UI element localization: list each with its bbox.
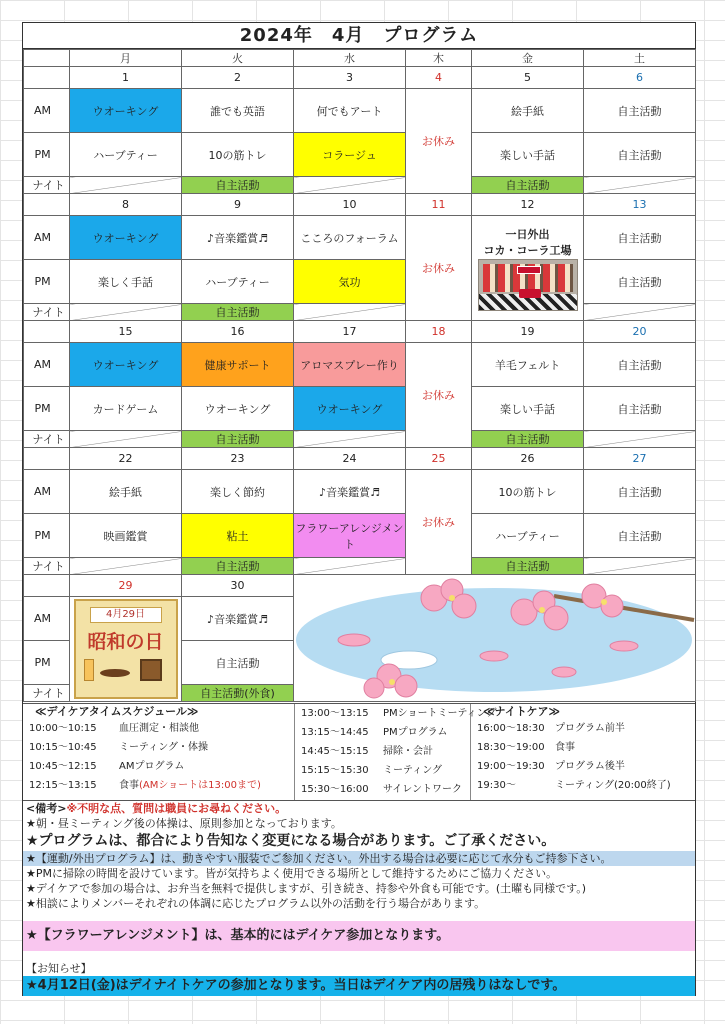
program-cell: 楽しい手話 (472, 133, 584, 177)
date-cell: 24 (294, 448, 406, 470)
schedule-row: 13:15～14:45 PMプログラム (301, 727, 448, 738)
empty-slash-cell (584, 558, 696, 575)
program-cell: 自主活動 (584, 387, 696, 431)
night-cell: 自主活動(外食) (182, 685, 294, 702)
daycare-schedule-pm (295, 704, 497, 801)
pm-label: PM (24, 387, 70, 431)
night-row (24, 304, 696, 321)
date-cell-holiday: 25 (406, 448, 472, 470)
pm-label: PM (24, 260, 70, 304)
program-cell: コラージュ (294, 133, 406, 177)
empty-slash-cell (584, 431, 696, 448)
program-cell: 楽しく手話 (70, 260, 182, 304)
info-heading: 【お知らせ】 (26, 962, 92, 975)
holiday-cell: お休み (406, 216, 472, 321)
date-row (24, 194, 696, 216)
date-cell-saturday: 13 (584, 194, 696, 216)
program-cell: 気功 (294, 260, 406, 304)
date-row (24, 321, 696, 343)
date-cell: 1 (70, 67, 182, 89)
program-cell: 楽しい手話 (472, 387, 584, 431)
weekday-tue: 火 (182, 50, 294, 67)
night-row (24, 558, 696, 575)
schedule-row: 10:45～12:15 AMプログラム (29, 761, 185, 772)
date-cell: 30 (182, 575, 294, 597)
date-cell-saturday: 20 (584, 321, 696, 343)
pm-row (24, 514, 696, 558)
pm-row (24, 133, 696, 177)
program-cell: 自主活動 (584, 343, 696, 387)
date-cell-saturday: 6 (584, 67, 696, 89)
night-row (24, 177, 696, 194)
program-sheet (22, 22, 696, 996)
program-cell: ウオーキング (70, 216, 182, 260)
night-care-schedule (471, 704, 695, 801)
daycare-schedule (23, 704, 295, 801)
pm-label: PM (24, 514, 70, 558)
date-cell: 26 (472, 448, 584, 470)
schedule-row: 10:15～10:45 ミーティング・体操 (29, 742, 208, 753)
empty-slash-cell (294, 431, 406, 448)
program-cell: 絵手紙 (70, 470, 182, 514)
program-cell: アロマスプレー作り (294, 343, 406, 387)
outing-cell (472, 216, 584, 321)
time-schedule (23, 703, 695, 800)
date-cell: 22 (70, 448, 182, 470)
night-label: ナイト (24, 558, 70, 575)
note-line-emphasis: ★プログラムは、都合により告知なく変更になる場合があります。ご了承ください。 (26, 833, 556, 849)
program-cell: 絵手紙 (472, 89, 584, 133)
schedule-row: 16:00～18:30 プログラム前半 (477, 723, 625, 734)
remarks-line: <備考>※不明な点、質問は職員にお尋ねください。 (26, 802, 287, 815)
holiday-cell: お休み (406, 89, 472, 194)
daycare-schedule-title: ≪デイケアタイムスケジュール≫ (35, 705, 199, 718)
night-cell: 自主活動 (182, 558, 294, 575)
date-cell: 16 (182, 321, 294, 343)
schedule-row: 10:00～10:15 血圧測定・相談他 (29, 723, 199, 734)
schedule-row: 19:30～ ミーティング(20:00終了) (477, 780, 671, 791)
am-label: AM (24, 343, 70, 387)
night-label: ナイト (24, 177, 70, 194)
date-cell: 10 (294, 194, 406, 216)
weekday-sat: 土 (584, 50, 696, 67)
empty-slash-cell (294, 304, 406, 321)
factory-photo (478, 259, 578, 311)
program-cell: ウオーキング (70, 343, 182, 387)
program-cell: ハーブティー (70, 133, 182, 177)
program-cell: ♪音楽鑑賞♬ (182, 597, 294, 641)
outing-place: コカ・コーラ工場 (483, 244, 572, 257)
am-short-note: (AMショートは13:00まで) (139, 780, 261, 791)
schedule-row: 12:15～13:15 食事(AMショートは13:00まで) (29, 780, 261, 791)
schedule-row: 19:00～19:30 プログラム後半 (477, 761, 625, 772)
program-cell: 健康サポート (182, 343, 294, 387)
date-cell: 15 (70, 321, 182, 343)
date-row (24, 575, 696, 597)
program-cell: ウオーキング (70, 89, 182, 133)
am-row (24, 89, 696, 133)
date-cell: 9 (182, 194, 294, 216)
date-cell: 3 (294, 67, 406, 89)
program-cell: フラワーアレンジメント (294, 514, 406, 558)
date-cell-holiday: 4 (406, 67, 472, 89)
info-line: ★4月12日(金)はデイナイトケアの参加となります。当日はデイケア内の居残りはなしです。 (23, 976, 695, 996)
program-cell: 10の筋トレ (472, 470, 584, 514)
schedule-row: 18:30～19:00 食事 (477, 742, 575, 753)
empty-slash-cell (294, 177, 406, 194)
schedule-row: 15:15～15:30 ミーティング (301, 765, 442, 776)
empty-slash-cell (70, 558, 182, 575)
cherry-blossom-image (294, 576, 696, 700)
note-line: ★朝・昼ミーティング後の体操は、原則参加となっております。 (26, 817, 342, 830)
pm-label: PM (24, 133, 70, 177)
am-label: AM (24, 89, 70, 133)
date-cell: 12 (472, 194, 584, 216)
note-line: ★デイケアで参加の場合は、お弁当を無料で提供しますが、引き続き、持参や外食も可能です。(土曜も同様です。) (26, 882, 587, 895)
night-care-title: ≪ナイトケア≫ (483, 705, 561, 718)
program-cell: 何でもアート (294, 89, 406, 133)
holiday-cell: お休み (406, 343, 472, 448)
night-cell: 自主活動 (472, 177, 584, 194)
date-row (24, 448, 696, 470)
date-row (24, 67, 696, 89)
am-label: AM (24, 470, 70, 514)
night-cell: 自主活動 (472, 431, 584, 448)
night-label: ナイト (24, 685, 70, 702)
program-cell: 羊毛フェルト (472, 343, 584, 387)
notes-section (23, 800, 695, 995)
am-row (24, 343, 696, 387)
date-cell-holiday: 11 (406, 194, 472, 216)
program-cell: ハーブティー (182, 260, 294, 304)
date-cell: 19 (472, 321, 584, 343)
holiday-cell: お休み (406, 470, 472, 575)
note-line-highlight: ★【運動/外出プログラム】は、動きやすい服装でご参加ください。外出する場合は必要に応じて水分もご持参下さい。 (23, 851, 695, 866)
empty-slash-cell (70, 304, 182, 321)
date-cell-saturday: 27 (584, 448, 696, 470)
pm-label: PM (24, 641, 70, 685)
program-cell: こころのフォーラム (294, 216, 406, 260)
schedule-row: 13:00～13:15 PMショートミーティング (301, 708, 497, 719)
night-cell: 自主活動 (182, 431, 294, 448)
schedule-row: 15:30～16:00 サイレントワーク (301, 784, 463, 795)
night-cell: 自主活動 (472, 558, 584, 575)
showa-day-cell (70, 597, 182, 702)
corner-cell (24, 50, 70, 67)
program-cell: 10の筋トレ (182, 133, 294, 177)
program-cell: 自主活動 (584, 89, 696, 133)
empty-slash-cell (70, 431, 182, 448)
program-cell: 誰でも英語 (182, 89, 294, 133)
pm-row (24, 260, 696, 304)
weekday-wed: 水 (294, 50, 406, 67)
calendar-table (23, 49, 696, 702)
date-cell: 8 (70, 194, 182, 216)
pm-row (24, 387, 696, 431)
program-cell: 自主活動 (182, 641, 294, 685)
empty-slash-cell (294, 558, 406, 575)
night-cell: 自主活動 (182, 177, 294, 194)
weekday-row (24, 50, 696, 67)
program-cell: 自主活動 (584, 216, 696, 260)
empty-slash-cell (584, 304, 696, 321)
showa-date: 4月29日 (90, 607, 162, 623)
night-row (24, 431, 696, 448)
schedule-row: 14:45～15:15 掃除・会計 (301, 746, 433, 757)
program-cell: 自主活動 (584, 260, 696, 304)
program-cell: 自主活動 (584, 514, 696, 558)
empty-slash-cell (70, 177, 182, 194)
date-cell-holiday: 18 (406, 321, 472, 343)
weekday-thu: 木 (406, 50, 472, 67)
date-cell-holiday: 29 (70, 575, 182, 597)
note-line-flower: ★【フラワーアレンジメント】は、基本的にはデイケア参加となります。 (23, 921, 695, 951)
note-line: ★PMに掃除の時間を設けています。皆が気持ちよく使用できる場所として維持するためにご協力ください。 (26, 867, 558, 880)
night-cell: 自主活動 (182, 304, 294, 321)
night-label: ナイト (24, 304, 70, 321)
program-cell: ウオーキング (294, 387, 406, 431)
showa-day-image (74, 599, 178, 699)
showa-title: 昭和の日 (87, 631, 164, 653)
am-label: AM (24, 597, 70, 641)
date-cell: 23 (182, 448, 294, 470)
program-cell: ♪音楽鑑賞♬ (294, 470, 406, 514)
empty-slash-cell (584, 177, 696, 194)
program-cell: ウオーキング (182, 387, 294, 431)
weekday-mon: 月 (70, 50, 182, 67)
program-cell: ハーブティー (472, 514, 584, 558)
weekday-fri: 金 (472, 50, 584, 67)
program-cell: 自主活動 (584, 133, 696, 177)
date-cell: 2 (182, 67, 294, 89)
am-label: AM (24, 216, 70, 260)
program-cell: ♪音楽鑑賞♬ (182, 216, 294, 260)
page-title: 2024年 4月 プログラム (23, 23, 695, 49)
program-cell: 粘土 (182, 514, 294, 558)
am-row (24, 216, 696, 260)
sakura-illustration (294, 575, 696, 702)
program-cell: カードゲーム (70, 387, 182, 431)
program-cell: 楽しく節約 (182, 470, 294, 514)
date-cell: 17 (294, 321, 406, 343)
outing-title: 一日外出 (505, 228, 550, 241)
night-label: ナイト (24, 431, 70, 448)
program-cell: 自主活動 (584, 470, 696, 514)
am-row (24, 470, 696, 514)
note-line: ★相談によりメンバーそれぞれの体調に応じたプログラム以外の活動を行う場合があります。 (26, 897, 486, 910)
date-cell: 5 (472, 67, 584, 89)
program-cell: 映画鑑賞 (70, 514, 182, 558)
